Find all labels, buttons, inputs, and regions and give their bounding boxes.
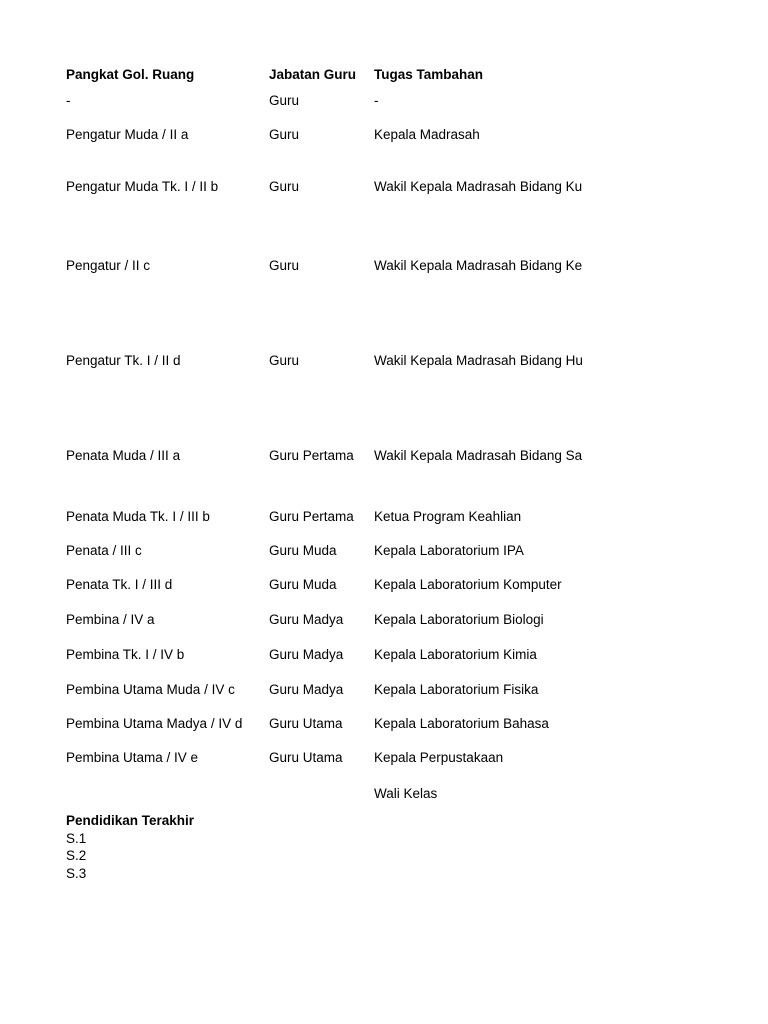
pendidikan-item: S.3	[66, 865, 87, 881]
cell-tugas: Kepala Laboratorium Biologi	[374, 612, 544, 627]
cell-tugas: Wakil Kepala Madrasah Bidang Ke	[374, 258, 583, 273]
header-pangkat: Pangkat Gol. Ruang	[66, 67, 195, 82]
pendidikan-item: S.2	[66, 848, 87, 863]
cell-pangkat: Penata Tk. I / III d	[66, 577, 173, 592]
cell-pangkat: Pengatur Muda / II a	[66, 127, 189, 142]
cell-jabatan: Guru Madya	[269, 612, 344, 627]
cell-pangkat: Penata Muda Tk. I / III b	[66, 509, 210, 524]
cell-tugas: Kepala Laboratorium Fisika	[374, 682, 539, 697]
cell-pangkat: Pengatur Tk. I / II d	[66, 353, 181, 368]
header-jabatan: Jabatan Guru	[269, 67, 357, 82]
cell-jabatan: Guru Muda	[269, 577, 337, 592]
cell-tugas: Kepala Perpustakaan	[374, 750, 504, 765]
cell-jabatan: Guru Utama	[269, 750, 343, 765]
cell-pangkat: Penata / III c	[66, 543, 142, 558]
cell-jabatan: Guru Madya	[269, 682, 344, 697]
cell-jabatan: Guru Pertama	[269, 509, 354, 524]
cell-jabatan: Guru Muda	[269, 543, 337, 558]
cell-tugas: Wakil Kepala Madrasah Bidang Hu	[374, 353, 583, 368]
cell-jabatan: Guru Pertama	[269, 448, 354, 463]
cell-pangkat: Pembina Tk. I / IV b	[66, 647, 185, 662]
cell-jabatan: Guru	[269, 93, 300, 108]
pendidikan-list	[66, 812, 194, 882]
cell-jabatan: Guru Utama	[269, 716, 343, 731]
cell-jabatan: Guru	[269, 353, 300, 368]
cell-tugas: -	[374, 93, 379, 108]
header-tugas: Tugas Tambahan	[374, 67, 484, 82]
cell-jabatan: Guru	[269, 258, 300, 273]
cell-tugas: Kepala Laboratorium Bahasa	[374, 716, 549, 731]
cell-pangkat: Pembina Utama Madya / IV d	[66, 716, 243, 731]
cell-tugas: Kepala Laboratorium IPA	[374, 543, 524, 558]
cell-jabatan: Guru	[269, 127, 300, 142]
cell-tugas: Wakil Kepala Madrasah Bidang Ku	[374, 179, 583, 194]
cell-pangkat: Pembina Utama / IV e	[66, 750, 199, 765]
cell-tugas: Wakil Kepala Madrasah Bidang Sa	[374, 448, 583, 463]
cell-tugas: Kepala Madrasah	[374, 127, 480, 142]
cell-pangkat: -	[66, 93, 71, 108]
cell-jabatan: Guru Madya	[269, 647, 344, 662]
cell-jabatan: Guru	[269, 179, 300, 194]
cell-tugas: Kepala Laboratorium Kimia	[374, 647, 537, 662]
cell-tugas: Wali Kelas	[374, 786, 438, 801]
cell-pangkat: Pengatur / II c	[66, 258, 151, 273]
pendidikan-item: S.1	[66, 830, 87, 846]
cell-tugas: Kepala Laboratorium Komputer	[374, 577, 562, 592]
pendidikan-title: Pendidikan Terakhir	[66, 813, 195, 828]
cell-pangkat: Pembina / IV a	[66, 612, 155, 627]
cell-pangkat: Penata Muda / III a	[66, 448, 181, 463]
cell-pangkat: Pembina Utama Muda / IV c	[66, 682, 235, 697]
cell-tugas: Ketua Program Keahlian	[374, 509, 522, 524]
cell-pangkat: Pengatur Muda Tk. I / II b	[66, 179, 219, 194]
